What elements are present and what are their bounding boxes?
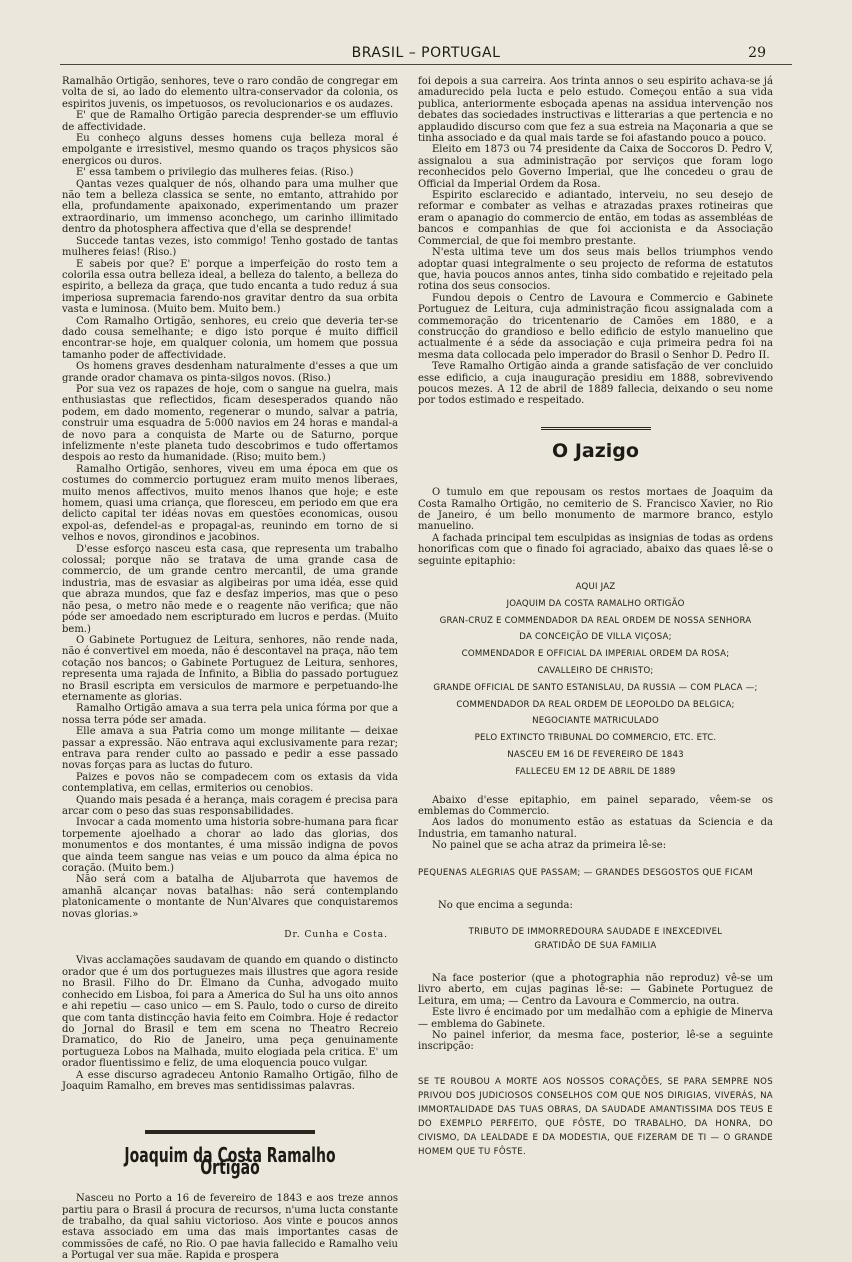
paragraph: No que encima a segunda: — [438, 899, 573, 911]
epitaph-line: PELO EXTINCTO TRIBUNAL DO COMMERCIO, ETC. ETC. — [474, 733, 717, 744]
section-divider — [541, 427, 651, 430]
paragraph: A esse discurso agradeceu Antonio Ramalho Ortigão, filho de Joaquim Ramalho, em breves mas sentidissimas palavras. — [62, 1069, 398, 1092]
paragraph: E' essa tambem o privilegio das mulheres feias. (Riso.) — [76, 167, 354, 179]
epitaph-line: JOAQUIM DA COSTA RAMALHO ORTIGÃO — [506, 598, 685, 609]
section-divider — [145, 1130, 315, 1134]
section-title: Joaquim da Costa Ramalho Ortigão — [124, 1143, 336, 1179]
paragraph: Nasceu no Porto a 16 de fevereiro de 1843 e aos treze annos partiu para o Brasil á procura de recursos, n'uma lucta constante de trabalho, da qual sahiu victorioso. Aos vinte e poucos annos estava associado em uma das mais importantes casas de commissões de café, no Rio. O pae havia fallecido e Ramalho veiu a Portugal ver sua mãe. Rapida e prospera — [62, 1193, 398, 1262]
paragraph: Os homens graves desdenham naturalmente d'esses a que um grande orador chamava os pinta-silgos novos. (Riso.) — [62, 361, 398, 384]
paragraph: Ramalhão Ortigão, senhores, teve o raro condão de congregar em volta de si, ao lado do elemento ultra-conservador da colonia, os espiritos juvenis, os impetuosos, os revolucionarios e os audazes. — [62, 76, 398, 110]
epitaph-line: NEGOCIANTE MATRICULADO — [532, 716, 659, 727]
left-column — [62, 76, 398, 1262]
paragraph: Espirito esclarecido e adiantado, interveiu, no seu desejo de reformar e combater as velhas e atrazadas praxes rotineiras que eram o apanagio do commercio de então, em todas as assembléas de bancos e companhias de que foi accionista e da Associação Commercial, de que foi membro prestante. — [418, 190, 773, 247]
page-number: 29 — [748, 45, 766, 61]
epitaph — [418, 579, 773, 781]
epitaph-line: CAVALLEIRO DE CHRISTO; — [537, 666, 654, 677]
paragraph: Com Ramalho Ortigão, senhores, eu creio que deveria ter-se dado cousa semelhante; e digo isto porque é muito difficil encontrar-se hoje, em qualquer colonia, um homem que possua tamanho poder de affectividade. — [62, 315, 398, 361]
paragraph: Este livro é encimado por um medalhão com a ephigie de Minerva — emblema do Gabinete. — [418, 1007, 773, 1030]
running-title: BRASIL – PORTUGAL — [351, 45, 501, 61]
inscription-quote: TRIBUTO DE IMMORREDOURA SAUDADE E INEXCEDIVEL GRATIDÃO DE SUA FAMILIA — [468, 927, 723, 952]
paragraph: O tumulo em que repousam os restos mortaes de Joaquim da Costa Ramalho Ortigão, no cemiterio de S. Francisco Xavier, no Rio de Janeiro, é um bello monumento de marmore branco, estylo manuelino. — [418, 487, 773, 533]
paragraph: Teve Ramalho Ortigão ainda a grande satisfação de ver concluido esse edificio, a cuja inauguração presidiu em 1888, sobrevivendo poucos mezes. A 12 de abril de 1889 fallecia, deixando o seu nome por todos estimado e respeitado. — [418, 361, 773, 407]
epitaph-line: COMMENDADOR DA REAL ORDEM DE LEOPOLDO DA BELGICA; — [456, 699, 735, 710]
epitaph-line: FALLECEU EM 12 DE ABRIL DE 1889 — [515, 766, 676, 777]
speech-text — [62, 76, 398, 920]
right-column — [418, 76, 773, 1179]
epitaph-line: AQUI JAZ — [575, 582, 616, 593]
page-header — [0, 42, 852, 68]
paragraph: Quando mais pesada é a herança, mais coragem é precisa para arcar com o peso das suas responsabilidades. — [62, 794, 398, 817]
paragraph: E' que de Ramalho Ortigão parecia desprender-se um effluvio de affectividade. — [62, 110, 398, 133]
paragraph: No painel inferior, da mesma face, posterior, lê-se a seguinte inscripção: — [418, 1030, 773, 1053]
paragraph: Ramalho Ortigão, senhores, viveu em uma época em que os costumes do commercio portuguez eram muito menos liberaes, muito menos affectivos, muito menos lhanos que hoje; e este homem, quasi uma criança, que floresceu, em periodo em que era delicto capital ter idéas novas em questões economicas, ousou expol-as, defendel-as e propagal-as, reunindo em torno de si velhos e novos, girondinos e jacobinos. — [62, 463, 398, 544]
epitaph-line: GRANDE OFFICIAL DE SANTO ESTANISLAU, DA RUSSIA — COM PLACA —; — [433, 682, 758, 693]
paragraph: Elle amava a sua Patria como um monge militante — deixae passar a expressão. Não entrava aqui exclusivamente para rezar; entrava para render culto ao passado e pedir a esse passado novas forças para as luctas do futuro. — [62, 726, 398, 772]
paragraph: D'esse esforço nasceu esta casa, que representa um trabalho colossal; porque não se tratava de uma grande casa de commercio, de um grande centro mercantil, de uma grande industria, mas de esvasiar as algibeiras por uma idéa, esse quid que abraza mundos, que faz e desfaz imperios, mas que o peso não pesa, o metro não mede e o reagente não verifica; que não póde ser amoedado nem escripturado em lucros e perdas. (Muito bem.) — [62, 543, 398, 635]
paragraph: Eleito em 1873 ou 74 presidente da Caixa de Soccoros D. Pedro V, assignalou a sua administração por serviços que foram logo reconhecidos pelo Governo Imperial, que lhe concedeu o grau de Official da Imperial Ordem da Rosa. — [418, 144, 773, 190]
paragraph: No painel que se acha atraz da primeira lê-se: — [432, 840, 667, 852]
paragraph: Eu conheço alguns desses homens cuja belleza moral é empolgante e irresistivel, mesmo quando os traços physicos são energicos ou duros. — [62, 133, 398, 167]
paragraph: Por sua vez os rapazes de hoje, com o sangue na guelra, mais enthusiastas que reflectidos, ficam desesperados quando não podem, em dado momento, regenerar o mundo, salvar a patria, construir uma esquadra de 5:000 navios em 24 horas e mandal-a de novo para a conquista de Marte ou de Saturno, porque infelizmente n'este planeta tudo descobrimos e tudo offertamos despois ao resto da humanidade. (Riso; muito bem.) — [62, 383, 398, 464]
paragraph: A fachada principal tem esculpidas as insignias de todas as ordens honorificas com que o finado foi agraciado, abaixo das quaes lê-se o seguinte epitaphio: — [418, 532, 773, 567]
epitaph-line: COMMENDADOR E OFFICIAL DA IMPERIAL ORDEM DA ROSA; — [461, 649, 730, 660]
paragraph: Vivas acclamações saudavam de quando em quando o distincto orador que é um dos portuguezes mais illustres que agora reside no Brasil. Filho do Dr. Elmano da Cunha, advogado muito conhecido em Lisboa, foi para a America do Sul ha uns oito annos e ahi repetiu — caso unico — em S. Paulo, todo o curso de direito que com tanta distincção havia feito em Coimbra. Hoje é redactor do Jornal do Brasil e tem em scena no Theatro Recreio Dramatico, do Rio de Janeiro, uma peça genuinamente portugueza Lobos na Malhada, muito elogiada pela critica. E' um orador fluentissimo e feliz, de uma eloquencia pouco vulgar. — [62, 955, 398, 1070]
paragraph: Não será com a batalha de Aljubarrota que havemos de amanhã alcançar novas batalhas: não será contemplando platonicamente o montante de Nun'Alvares que conquistaremos novas glorias.» — [62, 874, 398, 920]
paragraph: O Gabinete Portuguez de Leitura, senhores, não rende nada, não é convertivel em moeda, não é descontavel na praça, não tem cotação nos bancos; o Gabinete Portuguez de Leitura, senhores, representa uma rajada de Infinito, a Biblia do passado portuguez no Brasil escripta em versiculos de marmore e perpetuando-lhe eternamente as glorias. — [62, 634, 398, 703]
paragraph: Succede tantas vezes, isto commigo! Tenho gostado de tantas mulheres feias! (Riso.) — [62, 235, 398, 259]
epitaph-line: NASCEU EM 16 DE FEVEREIRO DE 1843 — [507, 750, 684, 760]
paragraph: foi depois a sua carreira. Aos trinta annos o seu espirito achava-se já amadurecido pela lucta e pelo estudo. Começou então a sua vida publica, anteriormente esboçada apenas na assidua intervenção nos debates das sociedades instructivas e litterarias a que pertencia e no applaudido discurso com que fez a sua estreia na Maçonaria a que se tinha associado e da qual mais tarde se foi afastando pouco a pouco. — [418, 76, 773, 145]
inscription-quote: PEQUENAS ALEGRIAS QUE PASSAM; — GRANDES DESGOSTOS QUE FICAM — [418, 867, 754, 878]
epitaph-line: GRAN-CRUZ E COMMENDADOR DA REAL ORDEM DE NOSSA SENHORA — [439, 615, 752, 626]
inscription-quote: SE TE ROUBOU A MORTE AOS NOSSOS CORAÇÕES, SE PARA SEMPRE NOS PRIVOU DOS JUDICIOSOS CONSELHOS COM QUE NOS DIRIGIAS, VIVERÁS, NA IMMORTALIDADE DAS TUAS OBRAS, DA SAUDADE AMANTISSIMA DOS TEUS E DO EXEMPLO PERFEITO, QUE FÔSTE, DO TRABALHO, DA HONRA, DO CIVISMO, DA LEALDADE E DA MODESTIA, QUE FIZERAM DE TI — O GRANDE HOMEM QUE TU FÔSTE. — [418, 1076, 773, 1157]
paragraph: Na face posterior (que a photographia não reproduz) vê-se um livro aberto, em cujas paginas lê-se: — Gabinete Portuguez de Leitura, em uma; — Centro da Lavoura e Commercio, na outra. — [418, 973, 773, 1007]
paragraph: Ramalho Ortigão amava a sua terra pela unica fórma por que a nossa terra póde ser amada. — [62, 703, 398, 726]
paragraph: Invocar a cada momento uma historia sobre-humana para ficar torpemente ajoelhado a chorar ao lado das glorias, dos monumentos e dos montantes, é uma missão indigna de povos que ainda teem sangue nas veias e um pouco da alma épica no coração. (Muito bem.) — [62, 817, 398, 875]
paragraph: E sabeis por que? E' porque a imperfeição do rosto tem a colorila essa outra belleza ideal, a belleza do talento, a belleza do espirito, a belleza da graça, que tudo encanta a tudo reduz á sua imperiosa supremacia farendo-nos gravitar dentro da sua orbita vasta e luminosa. (Muito bem. Muito bem.) — [62, 258, 398, 316]
paragraph: Paizes e povos não se compadecem com os extasis da vida contemplativa, em cellas, ermiterios ou cenobios. — [62, 771, 398, 795]
paragraph: Qantas vezes qualquer de nós, olhando para uma mulher que não tem a belleza classica se sente, no emtanto, attrahido por ella, profundamente apaixonado, experimentando um prazer extraordinario, um immenso aconchego, um carinho illimitado dentro da photosphera affectiva que d'ella se desprende! — [62, 178, 398, 236]
paragraph: Abaixo d'esse epitaphio, em painel separado, vêem-se os emblemas do Commercio. — [418, 794, 773, 817]
author-signature: Dr. Cunha e Costa. — [284, 930, 388, 941]
header-rule — [60, 64, 792, 65]
paragraph: N'esta ultima teve um dos seus mais bellos triumphos vendo adoptar quasi integralmente o seu projecto de reforma de estatutos que, havia poucos annos antes, tinha sido combatido e rejeitado pela rotina dos seus consocios. — [418, 247, 773, 293]
section-title: O Jazigo — [552, 439, 639, 462]
epitaph-line: DA CONCEIÇÃO DE VILLA VIÇOSA; — [519, 632, 672, 643]
paragraph: Aos lados do monumento estão as estatuas da Sciencia e da Industria, em tamanho natural. — [418, 817, 773, 840]
paragraph: Fundou depois o Centro de Lavoura e Commercio e Gabinete Portuguez de Leitura, cuja administração ficou assignalada com a commemoração do tricentenario de Camões em 1880, e a construcção do grandioso e bello edificio de estylo manuelino que actualmente é a séde da associação e cuja primeira pedra foi na mesma data collocada pelo imperador do Brasil o Senhor D. Pedro II. — [418, 292, 773, 361]
